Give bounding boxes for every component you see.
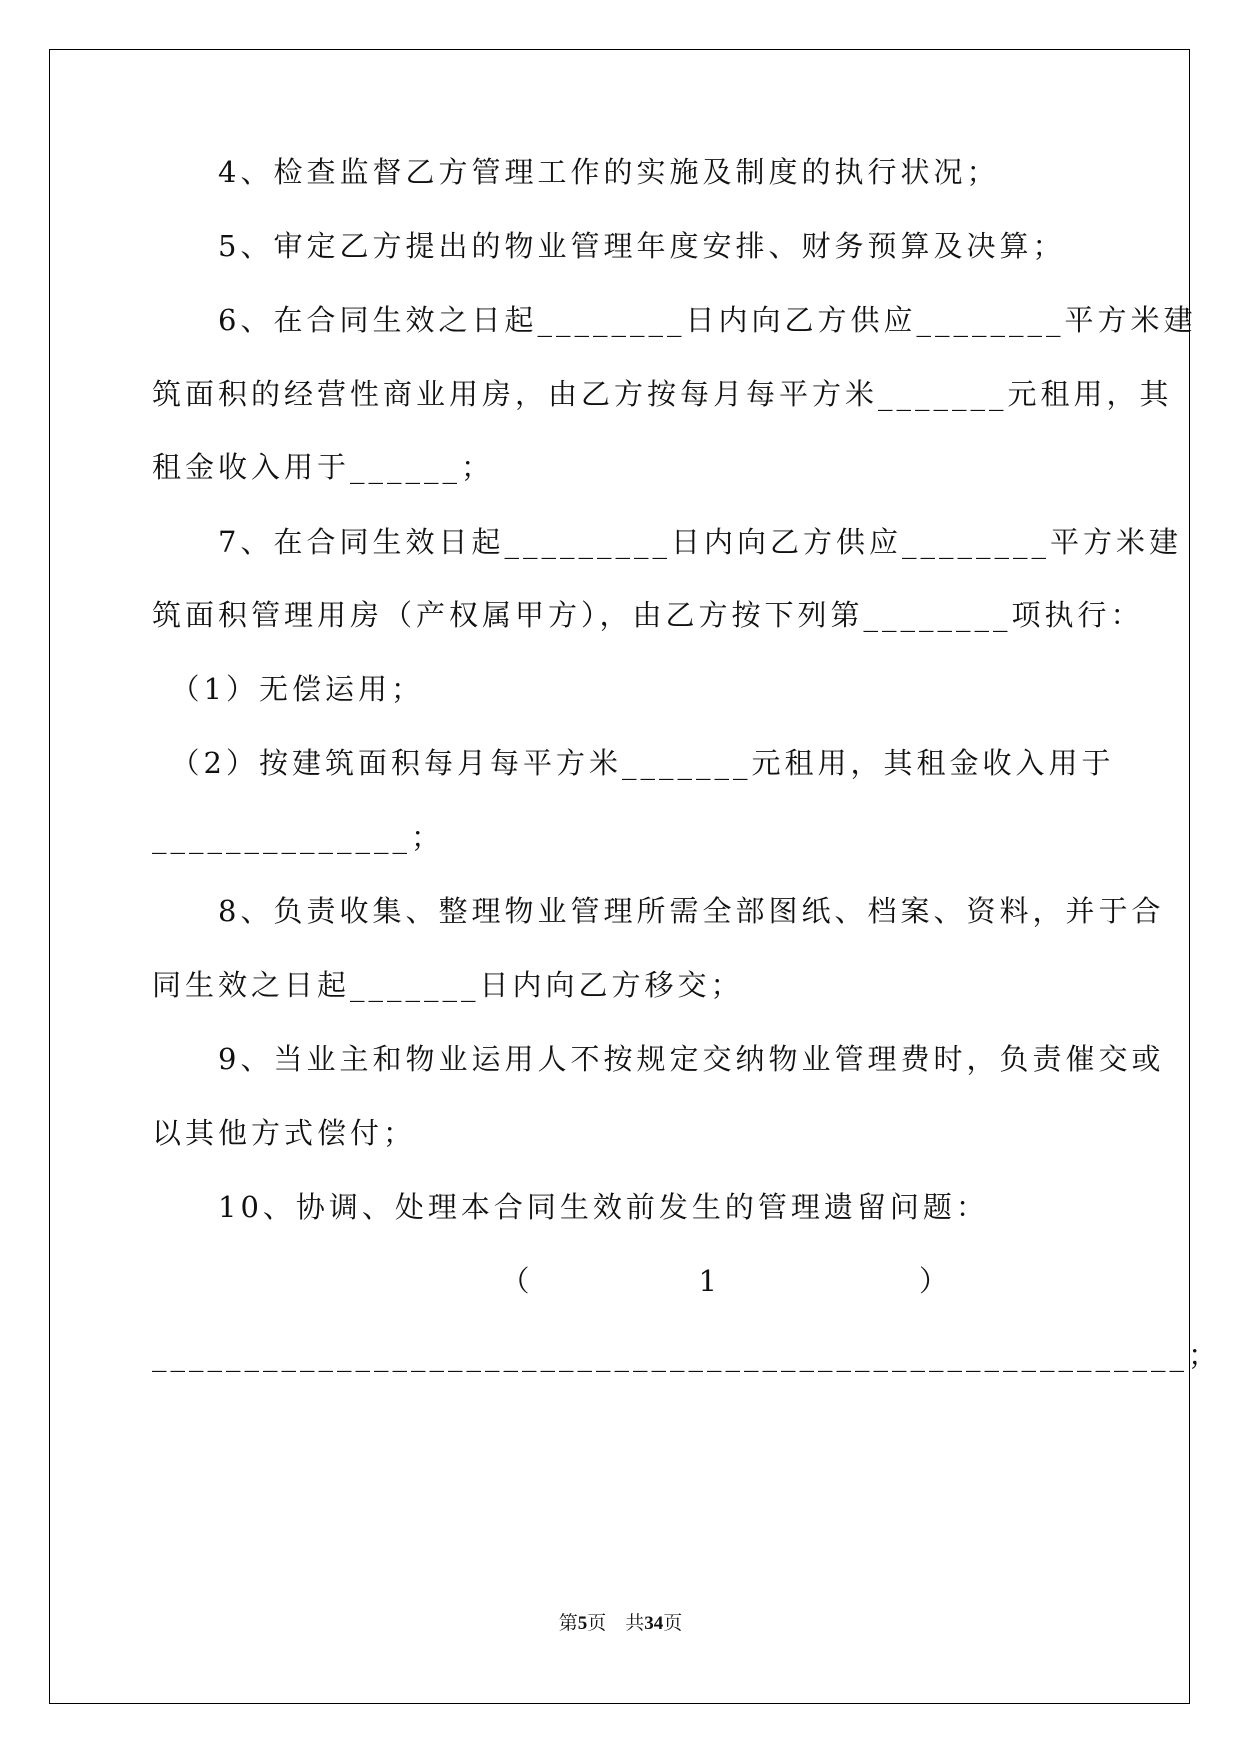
clause-6-line-2: 筑面积的经营性商业用房，由乙方按每月每平方米_______元租用，其	[152, 377, 1173, 411]
clause-5: 5、审定乙方提出的物业管理年度安排、财务预算及决算；	[152, 229, 1066, 263]
clause-4: 4、检查监督乙方管理工作的实施及制度的执行状况；	[152, 155, 1000, 189]
clause-7-option-2: （2）按建筑面积每月每平方米_______元租用，其租金收入用于	[152, 746, 1115, 780]
clause-7-line-2: 筑面积管理用房（产权属甲方），由乙方按下列第________项执行：	[152, 598, 1144, 632]
clause-10: 10、协调、处理本合同生效前发生的管理遗留问题：	[152, 1190, 989, 1224]
footer-suffix: 页	[663, 1613, 683, 1634]
footer-prefix: 第	[558, 1613, 578, 1634]
page-footer	[0, 1608, 1241, 1635]
clause-7-option-1: （1）无偿运用；	[152, 672, 424, 706]
footer-total-pages: 34	[644, 1613, 664, 1634]
clause-6-line-3: 租金收入用于______；	[152, 450, 495, 484]
clause-7-line-1: 7、在合同生效日起_________日内向乙方供应________平方米建	[152, 525, 1182, 559]
clause-9-line-1: 9、当业主和物业运用人不按规定交纳物业管理费时，负责催交或	[152, 1042, 1165, 1076]
footer-mid: 页 共	[587, 1613, 645, 1634]
clause-9-line-2: 以其他方式偿付；	[152, 1116, 417, 1150]
clause-8-line-1: 8、负责收集、整理物业管理所需全部图纸、档案、资料，并于合	[152, 894, 1165, 928]
clause-10-item-1-blank: ________________________________________________________；	[152, 1338, 1221, 1372]
footer-page-number: 5	[577, 1613, 588, 1634]
clause-10-item-1: （ 1 ）	[152, 1264, 952, 1298]
clause-8-line-2: 同生效之日起_______日内向乙方移交；	[152, 968, 744, 1002]
clause-7-option-2-blank: ______________；	[152, 820, 445, 854]
clause-6-line-1: 6、在合同生效之日起________日内向乙方供应________平方米建	[152, 303, 1197, 337]
